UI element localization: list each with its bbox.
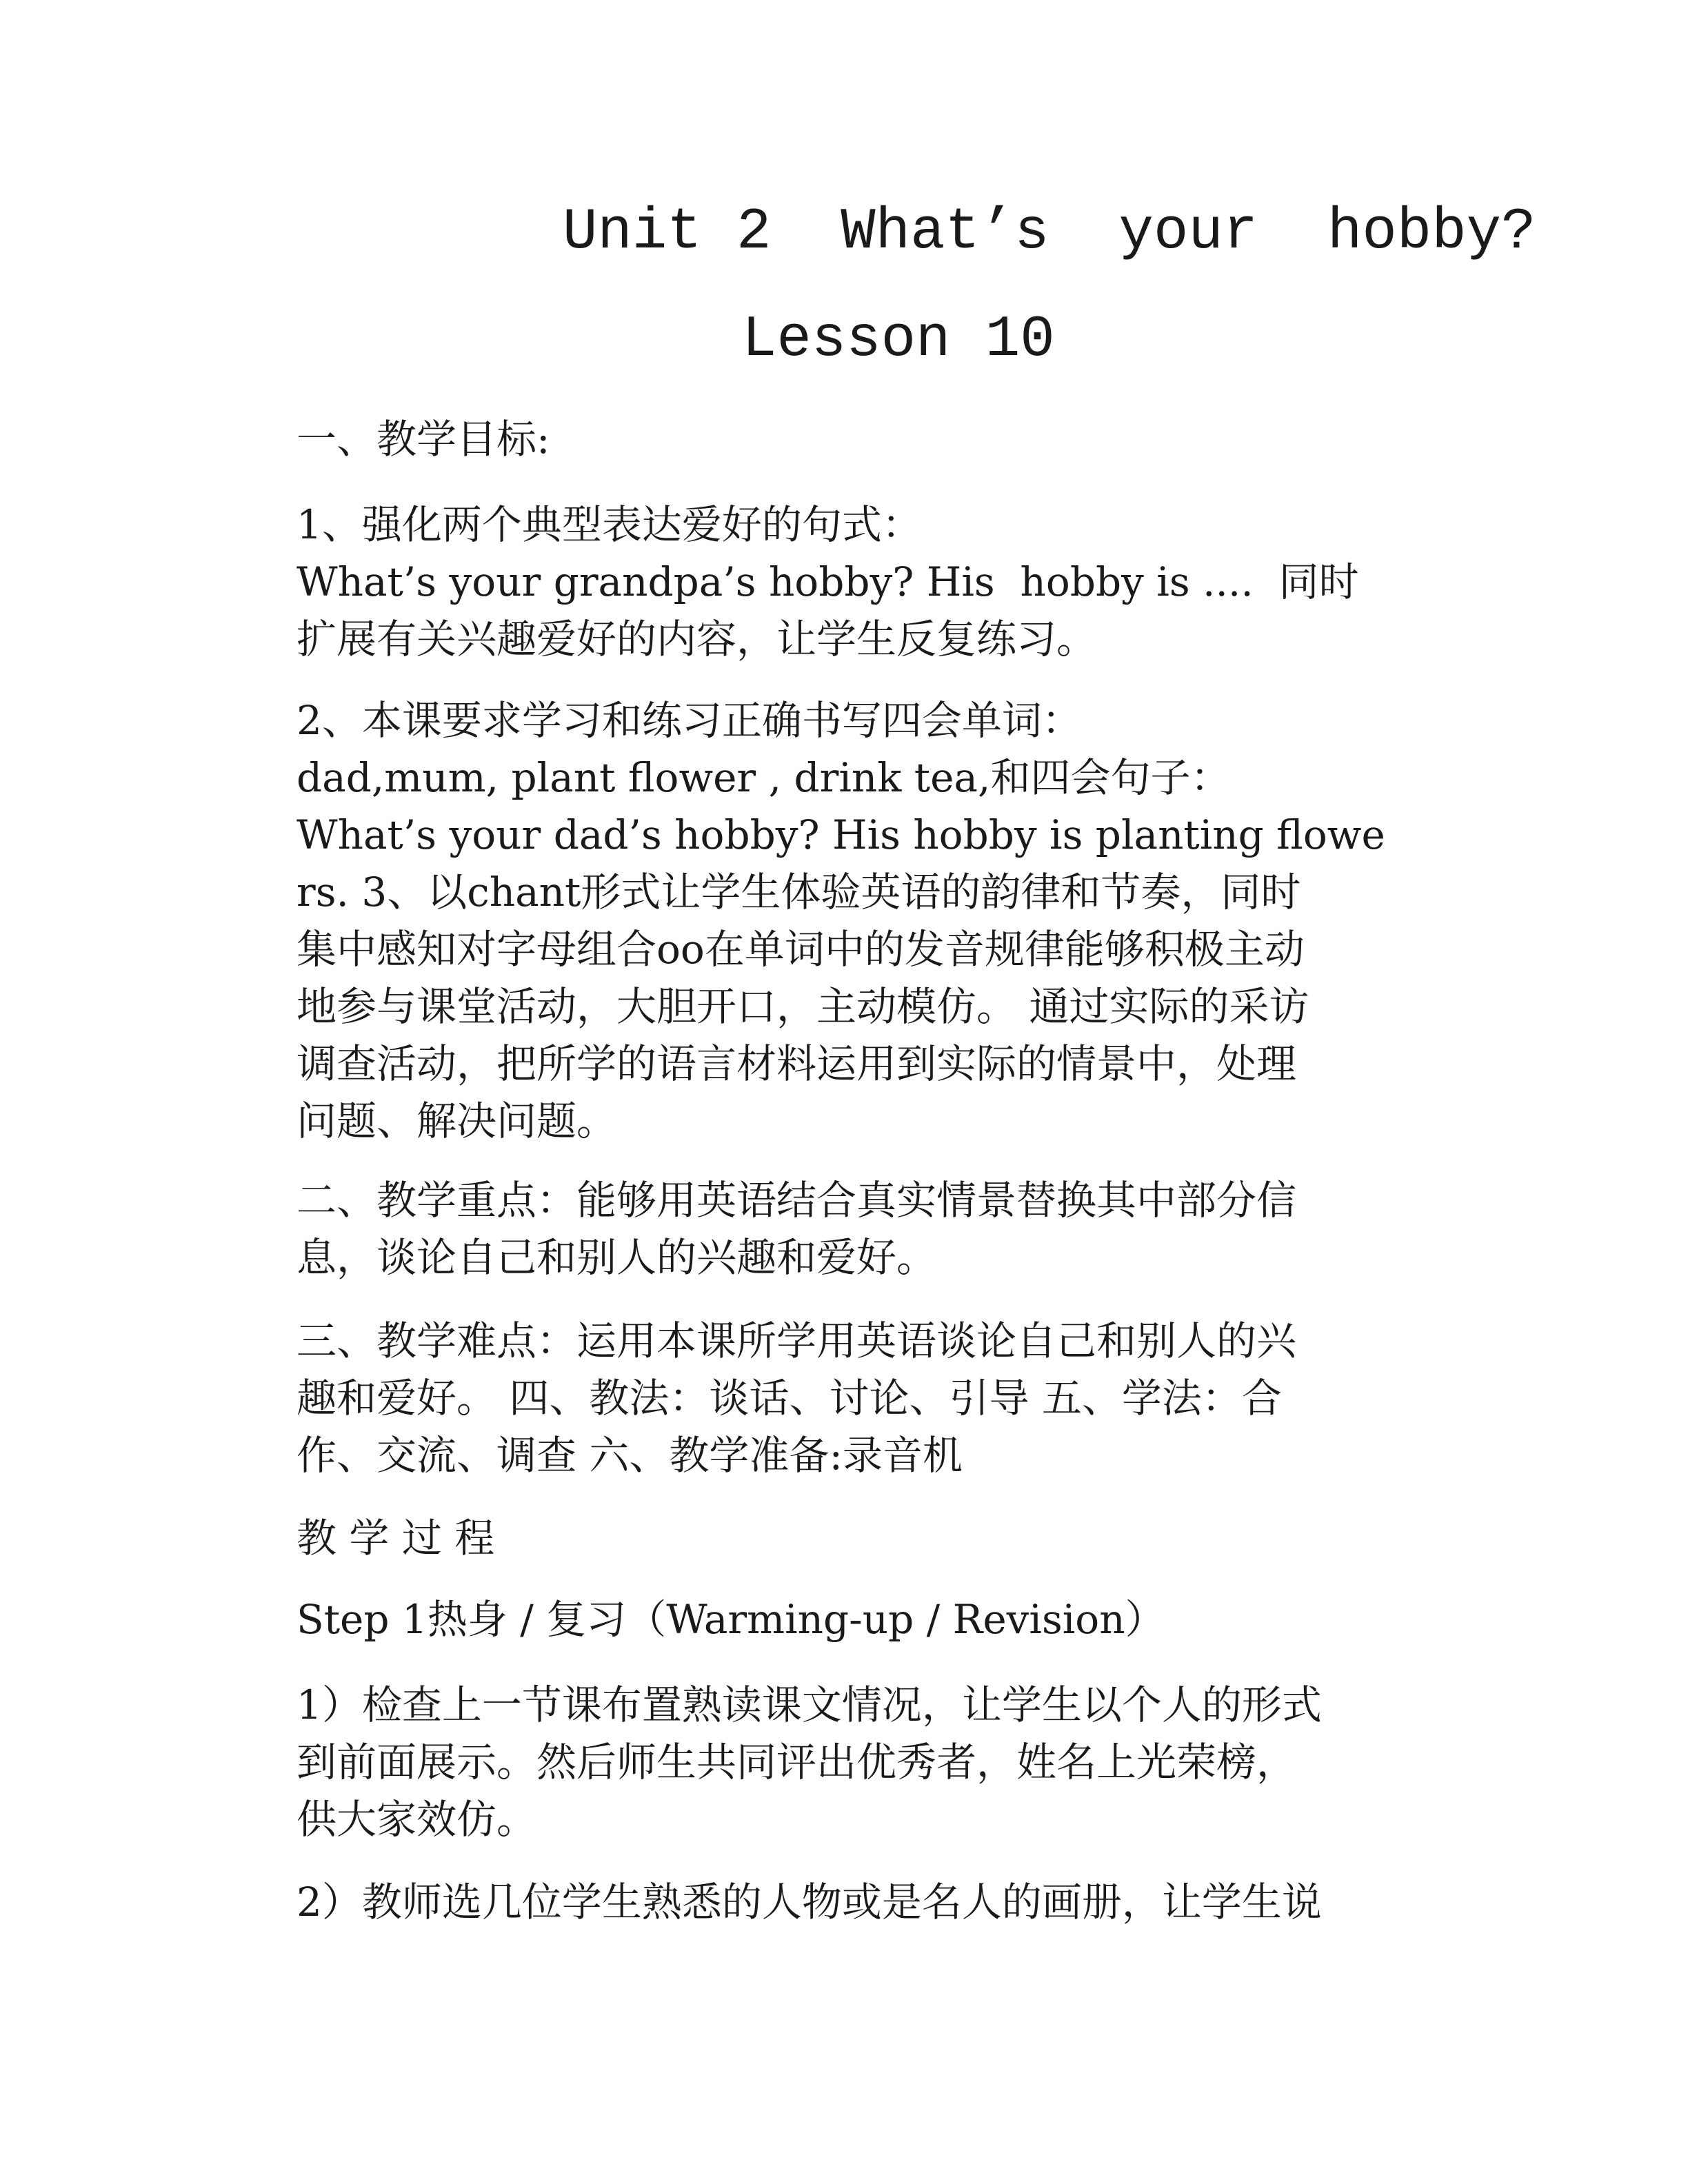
objective-1-line-3: 扩展有关兴趣爱好的内容，让学生反复练习。 <box>297 616 1097 663</box>
objective-2-line-4: rs. 3、以chant形式让学生体验英语的韵律和节奏，同时 <box>297 869 1301 916</box>
objective-2-line-7: 调查活动，把所学的语言材料运用到实际的情景中，处理 <box>297 1040 1297 1087</box>
objective-2-line-1: 2、本课要求学习和练习正确书写四会单词： <box>297 697 1082 744</box>
step-1-item-1-line-2: 到前面展示。然后师生共同评出优秀者，姓名上光荣榜， <box>297 1739 1297 1786</box>
difficulties-line-1: 三、教学难点：运用本课所学用英语谈论自己和别人的兴 <box>297 1317 1297 1364</box>
process-heading-text: 教 学 过 程 <box>297 1515 495 1561</box>
objective-2-line-3: What’s your dad’s hobby? His hobby is planting flowe <box>297 811 1385 858</box>
step-1-heading-text: Step 1热身 / 复习（Warming-up / Revision） <box>297 1596 1165 1643</box>
objective-2-line-8: 问题、解决问题。 <box>297 1098 617 1144</box>
step-1-heading <box>297 1591 1427 1648</box>
heading-text: 一、教学目标: <box>297 416 550 463</box>
title-lesson: Lesson 10 <box>742 307 1055 373</box>
key-points-line-2: 息，谈论自己和别人的兴趣和爱好。 <box>297 1234 937 1281</box>
objective-2-line-2: dad,mum, plant flower , drink tea,和四会句子： <box>297 754 1231 801</box>
teaching-process-heading <box>297 1510 1427 1567</box>
section-key-points <box>297 1172 1427 1286</box>
section-difficulties <box>297 1313 1427 1484</box>
title-unit: Unit 2 What’s your hobby? <box>563 200 1536 265</box>
step-1-item-1 <box>297 1677 1427 1848</box>
difficulties-line-2: 趣和爱好。 四、教法：谈话、讨论、引导 五、学法：合 <box>297 1375 1282 1422</box>
section-objectives-heading <box>297 411 1427 468</box>
objective-1 <box>297 496 1427 668</box>
objective-2 <box>297 692 1427 1150</box>
objective-2-line-5: 集中感知对字母组合oo在单词中的发音规律能够积极主动 <box>297 926 1305 973</box>
objective-1-line-2: What’s your grandpa’s hobby? His hobby is .... 同时 <box>297 558 1359 605</box>
step-1-item-2-line-1: 2）教师选几位学生熟悉的人物或是名人的画册，让学生说 <box>297 1879 1322 1925</box>
step-1-item-1-line-3: 供大家效仿。 <box>297 1796 537 1843</box>
step-1-item-1-line-1: 1）检查上一节课布置熟读课文情况，让学生以个人的形式 <box>297 1681 1322 1728</box>
difficulties-line-3: 作、交流、调查 六、教学准备:录音机 <box>297 1432 963 1479</box>
objective-1-line-1: 1、强化两个典型表达爱好的句式： <box>297 501 922 548</box>
step-1-item-2 <box>297 1874 1427 1931</box>
objective-2-line-6: 地参与课堂活动，大胆开口，主动模仿。 通过实际的采访 <box>297 983 1309 1030</box>
key-points-line-1: 二、教学重点：能够用英语结合真实情景替换其中部分信 <box>297 1177 1297 1224</box>
